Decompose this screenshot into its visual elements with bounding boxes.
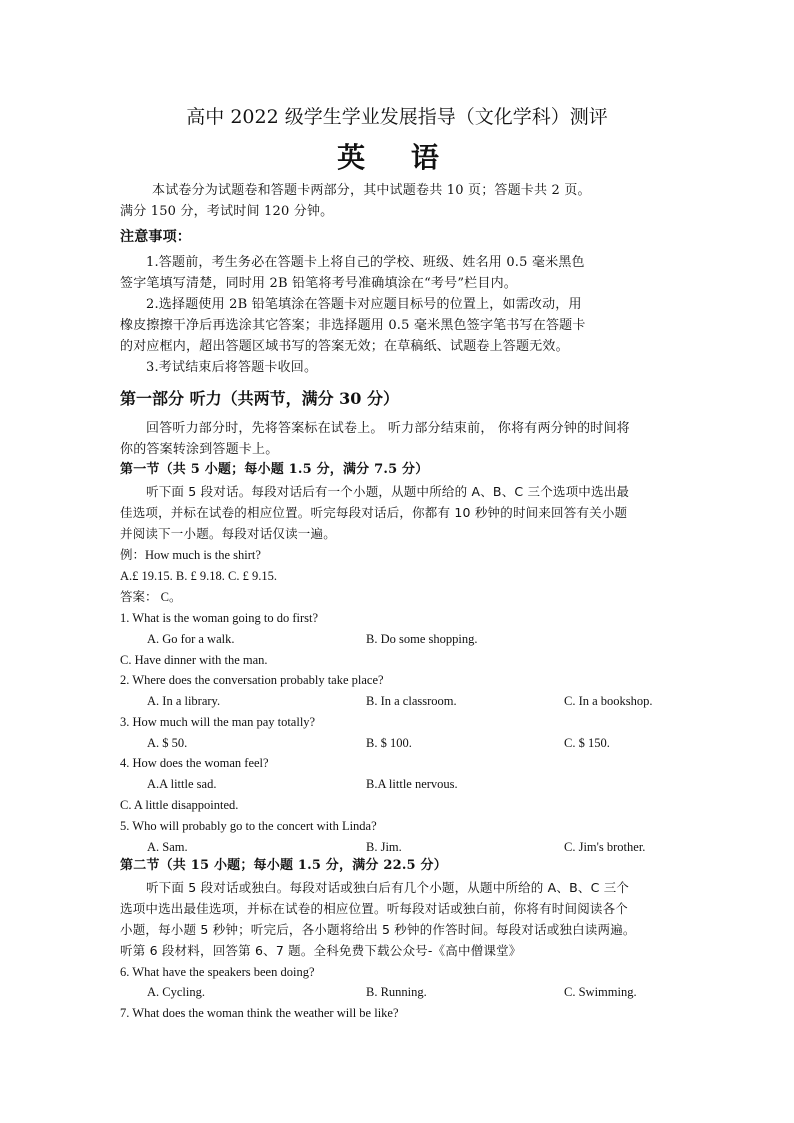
section1-heading: 第一节（共 5 小题；每小题 1.5 分，满分 7.5 分） [120, 462, 429, 477]
option-c: C. A little disappointed. [120, 798, 239, 812]
option-b: B. $ 100. [366, 736, 412, 750]
section2-instruction: 听第 6 段材料，回答第 6、7 题。全科免费下载公众号-《高中僧课堂》 [120, 943, 522, 958]
option-b: B. Running. [366, 985, 427, 999]
intro-line: 本试卷分为试题卷和答题卡两部分，其中试题卷共 10 页；答题卡共 2 页。 [152, 183, 591, 198]
notice-line: 橡皮擦擦干净后再选涂其它答案；非选择题用 0.5 毫米黑色签字笔书写在答题卡 [120, 318, 586, 333]
question-text: 6. What have the speakers been doing? [120, 965, 315, 979]
section1-instruction: 佳选项，并标在试卷的相应位置。听完每段对话后，你都有 10 秒钟的时间来回答有关小题 [120, 505, 628, 520]
question-text: 3. How much will the man pay totally? [120, 715, 316, 729]
option-b: B. In a classroom. [366, 694, 457, 708]
option-a: A. Go for a walk. [147, 632, 235, 646]
section2-instruction: 选项中选出最佳选项，并标在试卷的相应位置。听每段对话或独白前，你将有时间阅读各个 [120, 901, 629, 916]
option-b: B. Do some shopping. [366, 632, 478, 646]
notice-line: 2.选择题使用 2B 铅笔填涂在答题卡对应题目标号的位置上，如需改动，用 [146, 297, 582, 312]
option-a: A.A little sad. [147, 777, 217, 791]
section1-instruction: 听下面 5 段对话。每段对话后有一个小题，从题中所给的 A、B、C 三个选项中选出最 [146, 484, 630, 499]
notice-heading: 注意事项： [120, 229, 191, 245]
subject-title: 英 语 [337, 141, 457, 174]
question-text: 2. Where does the conversation probably take place? [120, 673, 384, 687]
section1-instruction: 并阅读下一小题。每段对话仅读一遍。 [120, 526, 336, 541]
option-b: B.A little nervous. [366, 777, 458, 791]
part1-heading: 第一部分 听力（共两节，满分 30 分） [120, 389, 399, 408]
option-c: C. Jim's brother. [564, 840, 646, 854]
question-text: 7. What does the woman think the weather will be like? [120, 1006, 399, 1020]
example-options: A.£ 19.15. B. £ 9.18. C. £ 9.15. [120, 569, 277, 583]
notice-line: 3.考试结束后将答题卡收回。 [146, 360, 318, 375]
option-b: B. Jim. [366, 840, 402, 854]
example-answer: 答案： C。 [120, 590, 182, 604]
part1-intro: 回答听力部分时，先将答案标在试卷上。 听力部分结束前， 你将有两分钟的时间将 [146, 421, 630, 436]
question-text: 4. How does the woman feel? [120, 756, 269, 770]
question-text: 5. Who will probably go to the concert with Linda? [120, 819, 377, 833]
option-a: A. Cycling. [147, 985, 205, 999]
option-a: A. Sam. [147, 840, 188, 854]
option-c: C. In a bookshop. [564, 694, 653, 708]
section2-instruction: 听下面 5 段对话或独白。每段对话或独白后有几个小题，从题中所给的 A、B、C 三个 [146, 880, 630, 895]
example-question: 例：How much is the shirt? [120, 548, 261, 562]
exam-title: 高中 2022 级学生学业发展指导（文化学科）测评 [186, 106, 608, 128]
intro-line: 满分 150 分，考试时间 120 分钟。 [120, 204, 334, 219]
option-c: C. $ 150. [564, 736, 610, 750]
notice-line: 签字笔填写清楚，同时用 2B 铅笔将考号准确填涂在“考号”栏目内。 [120, 276, 517, 291]
section2-heading: 第二节（共 15 小题；每小题 1.5 分，满分 22.5 分） [120, 858, 447, 873]
notice-line: 1.答题前，考生务必在答题卡上将自己的学校、班级、姓名用 0.5 毫米黑色 [146, 255, 585, 270]
option-a: A. $ 50. [147, 736, 188, 750]
notice-line: 的对应框内，超出答题区域书写的答案无效；在草稿纸、试题卷上答题无效。 [120, 339, 569, 354]
option-c: C. Swimming. [564, 985, 637, 999]
option-c: C. Have dinner with the man. [120, 653, 268, 667]
option-a: A. In a library. [147, 694, 221, 708]
part1-intro: 你的答案转涂到答题卡上。 [120, 442, 279, 457]
section2-instruction: 小题，每小题 5 秒钟；听完后，各小题将给出 5 秒钟的作答时间。每段对话或独白读两遍。 [120, 922, 636, 937]
question-text: 1. What is the woman going to do first? [120, 611, 319, 625]
